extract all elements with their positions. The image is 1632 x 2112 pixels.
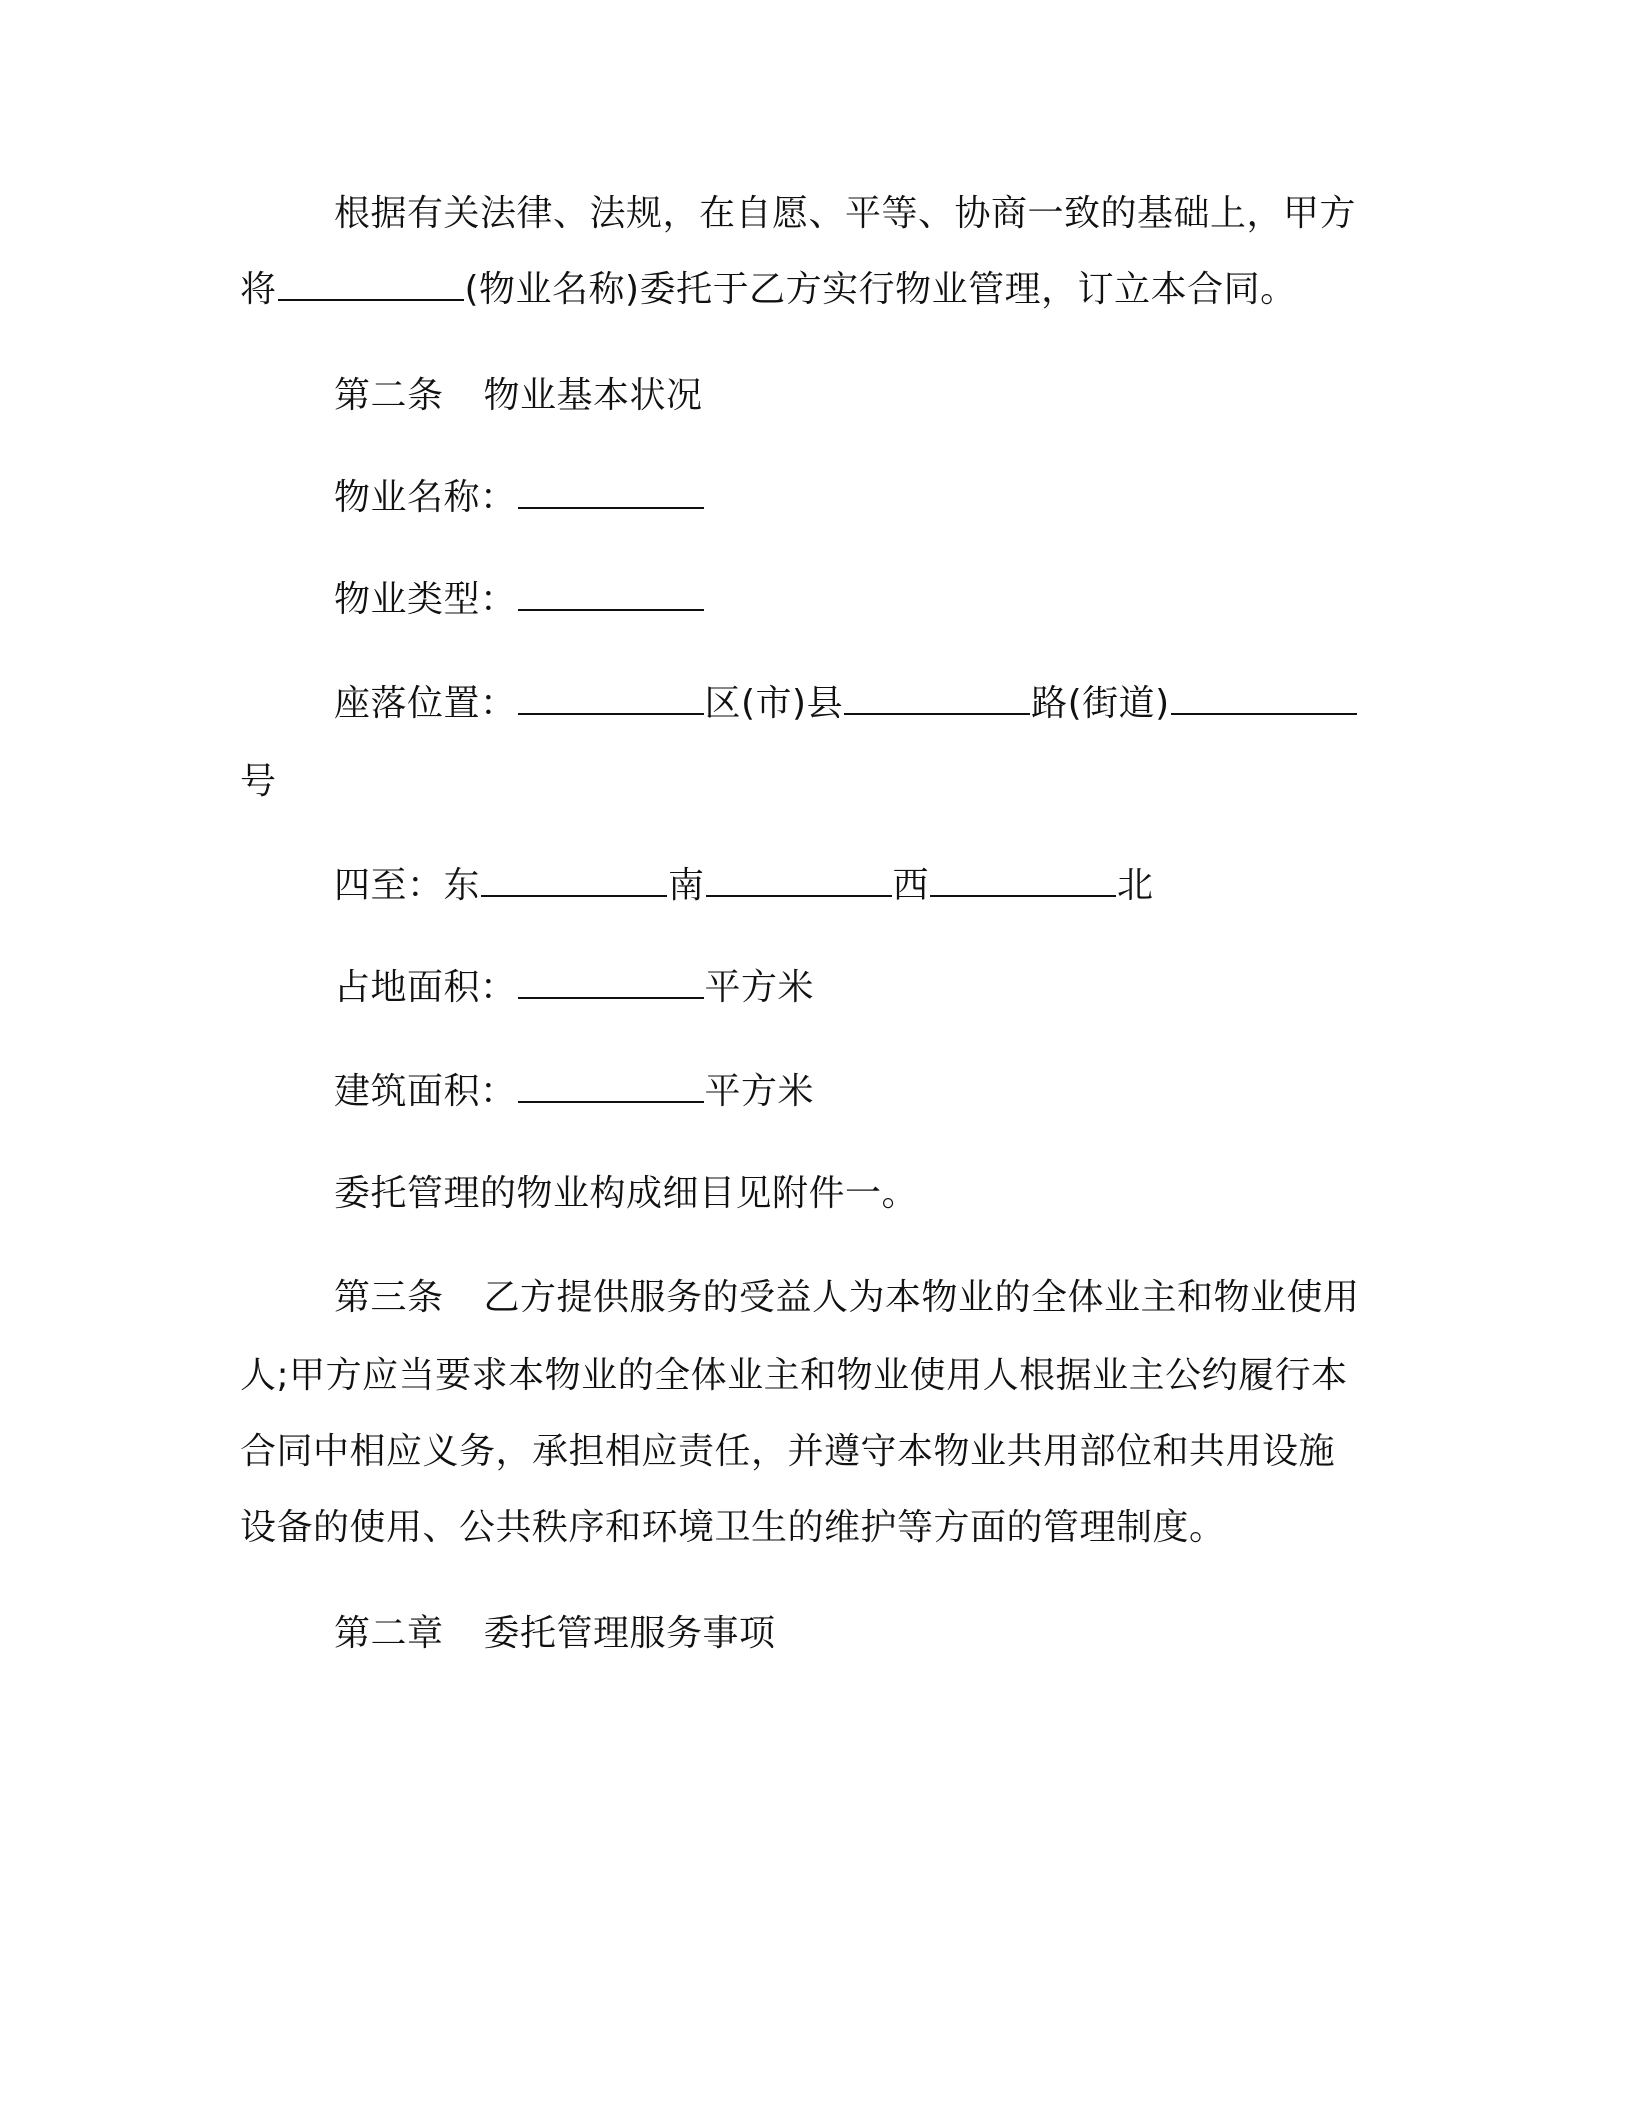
- article-3-text-3: 合同中相应义务，承担相应责任，并遵守本物业共用部位和共用设施: [240, 1431, 1336, 1472]
- boundary-south-field: [706, 865, 892, 897]
- building-area-unit: 平方米: [704, 1071, 815, 1112]
- building-area-field: [518, 1071, 704, 1103]
- attachment-text: 委托管理的物业构成细目见附件一。: [334, 1173, 919, 1214]
- property-name-row: [334, 474, 705, 522]
- land-area-label: 占地面积：: [334, 967, 517, 1008]
- location-blank-1: [518, 683, 704, 715]
- location-district: 区(市)县: [704, 683, 844, 724]
- article-title: 物业基本状况: [483, 375, 703, 416]
- property-name-blank: [278, 269, 464, 301]
- land-area-field: [518, 967, 704, 999]
- location-number: 号: [240, 761, 277, 802]
- location-blank-2: [844, 683, 1030, 715]
- article-number: 第三条: [334, 1277, 444, 1318]
- article-3-line-2: [240, 1352, 1348, 1400]
- boundaries-row: [334, 862, 1154, 910]
- boundary-west: 西: [892, 865, 930, 906]
- boundary-west-field: [930, 865, 1116, 897]
- location-row: [334, 680, 1358, 728]
- intro-prefix: 将: [240, 269, 277, 310]
- building-area-label: 建筑面积：: [334, 1071, 517, 1112]
- article-3-text-4: 设备的使用、公共秩序和环境卫生的维护等方面的管理制度。: [240, 1507, 1226, 1548]
- paragraph-intro-line-1: [334, 190, 1356, 238]
- intro-suffix: (物业名称)委托于乙方实行物业管理，订立本合同。: [464, 269, 1297, 310]
- article-3-text-1: 乙方提供服务的受益人为本物业的全体业主和物业使用: [483, 1277, 1360, 1318]
- boundary-south: 南: [668, 865, 705, 906]
- property-type-row: [334, 576, 705, 624]
- location-row-continued: [240, 758, 277, 806]
- attachment-note: [334, 1170, 918, 1218]
- location-label: 座落位置：: [334, 683, 517, 724]
- location-road: 路(街道): [1031, 683, 1170, 724]
- boundaries-label: 四至：东: [334, 865, 481, 906]
- chapter-number: 第二章: [334, 1613, 444, 1654]
- article-3-line-4: [240, 1504, 1226, 1552]
- chapter-title: 委托管理服务事项: [483, 1613, 776, 1654]
- article-3-line-3: [240, 1428, 1335, 1476]
- property-type-label: 物业类型：: [334, 579, 517, 620]
- property-type-field: [518, 579, 704, 611]
- intro-text: 根据有关法律、法规，在自愿、平等、协商一致的基础上，甲方: [334, 193, 1357, 234]
- paragraph-intro-line-2: [240, 266, 1297, 314]
- land-area-row: [334, 964, 814, 1012]
- property-name-field: [518, 477, 704, 509]
- chapter-2-heading: [334, 1610, 776, 1658]
- article-2-heading: [334, 372, 703, 420]
- boundary-north: 北: [1117, 865, 1154, 906]
- article-3-line-1: [334, 1274, 1360, 1322]
- property-name-label: 物业名称：: [334, 477, 517, 518]
- article-3-text-2: 人;甲方应当要求本物业的全体业主和物业使用人根据业主公约履行本: [240, 1355, 1348, 1396]
- location-blank-3: [1171, 683, 1357, 715]
- article-number: 第二条: [334, 375, 444, 416]
- land-area-unit: 平方米: [704, 967, 815, 1008]
- building-area-row: [334, 1068, 814, 1116]
- boundary-east-field: [481, 865, 667, 897]
